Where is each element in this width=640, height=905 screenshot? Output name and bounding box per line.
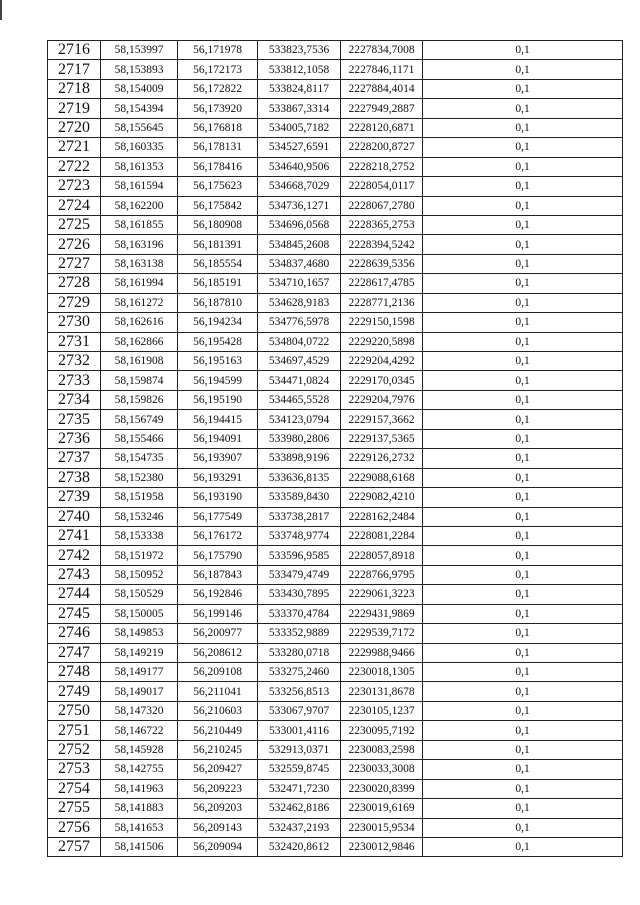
y-coordinate-cell: 2227834,7008	[341, 41, 423, 60]
latitude-cell: 58,147320	[101, 701, 178, 720]
x-coordinate-cell: 533370,4784	[258, 604, 341, 623]
point-number-cell: 2750	[48, 701, 101, 720]
point-number-cell: 2721	[48, 138, 101, 157]
latitude-cell: 58,151958	[101, 488, 178, 507]
precision-cell: 0,1	[423, 235, 623, 254]
table-row	[48, 740, 623, 759]
latitude-cell: 58,145928	[101, 740, 178, 759]
longitude-cell: 56,175842	[178, 196, 258, 215]
point-number-cell: 2753	[48, 760, 101, 779]
longitude-cell: 56,181391	[178, 235, 258, 254]
point-number-cell: 2742	[48, 546, 101, 565]
longitude-cell: 56,194599	[178, 371, 258, 390]
latitude-cell: 58,160335	[101, 138, 178, 157]
latitude-cell: 58,163138	[101, 254, 178, 273]
point-number-cell: 2731	[48, 332, 101, 351]
point-number-cell: 2748	[48, 663, 101, 682]
point-number-cell: 2732	[48, 352, 101, 371]
latitude-cell: 58,151972	[101, 546, 178, 565]
x-coordinate-cell: 533275,2460	[258, 663, 341, 682]
precision-cell: 0,1	[423, 313, 623, 332]
longitude-cell: 56,178131	[178, 138, 258, 157]
precision-cell: 0,1	[423, 215, 623, 234]
longitude-cell: 56,173920	[178, 99, 258, 118]
point-number-cell: 2756	[48, 818, 101, 837]
y-coordinate-cell: 2228067,2780	[341, 196, 423, 215]
table-row	[48, 565, 623, 584]
precision-cell: 0,1	[423, 604, 623, 623]
precision-cell: 0,1	[423, 701, 623, 720]
table-row	[48, 546, 623, 565]
point-number-cell: 2754	[48, 779, 101, 798]
longitude-cell: 56,210603	[178, 701, 258, 720]
y-coordinate-cell: 2229082,4210	[341, 488, 423, 507]
table-row	[48, 138, 623, 157]
longitude-cell: 56,194415	[178, 410, 258, 429]
precision-cell: 0,1	[423, 507, 623, 526]
latitude-cell: 58,162866	[101, 332, 178, 351]
table-row	[48, 177, 623, 196]
table-row	[48, 468, 623, 487]
latitude-cell: 58,159874	[101, 371, 178, 390]
precision-cell: 0,1	[423, 740, 623, 759]
x-coordinate-cell: 533980,2806	[258, 429, 341, 448]
x-coordinate-cell: 534668,7029	[258, 177, 341, 196]
precision-cell: 0,1	[423, 837, 623, 856]
precision-cell: 0,1	[423, 565, 623, 584]
y-coordinate-cell: 2229220,5898	[341, 332, 423, 351]
longitude-cell: 56,177549	[178, 507, 258, 526]
point-number-cell: 2728	[48, 274, 101, 293]
table-row	[48, 488, 623, 507]
x-coordinate-cell: 533589,8430	[258, 488, 341, 507]
latitude-cell: 58,141963	[101, 779, 178, 798]
precision-cell: 0,1	[423, 624, 623, 643]
point-number-cell: 2737	[48, 449, 101, 468]
latitude-cell: 58,161855	[101, 215, 178, 234]
y-coordinate-cell: 2230131,8678	[341, 682, 423, 701]
latitude-cell: 58,162200	[101, 196, 178, 215]
latitude-cell: 58,163196	[101, 235, 178, 254]
y-coordinate-cell: 2229431,9869	[341, 604, 423, 623]
table-row	[48, 663, 623, 682]
precision-cell: 0,1	[423, 818, 623, 837]
point-number-cell: 2738	[48, 468, 101, 487]
x-coordinate-cell: 534123,0794	[258, 410, 341, 429]
latitude-cell: 58,161353	[101, 157, 178, 176]
x-coordinate-cell: 533636,8135	[258, 468, 341, 487]
y-coordinate-cell: 2230012,9846	[341, 837, 423, 856]
precision-cell: 0,1	[423, 371, 623, 390]
latitude-cell: 58,149177	[101, 663, 178, 682]
precision-cell: 0,1	[423, 60, 623, 79]
longitude-cell: 56,194091	[178, 429, 258, 448]
table-row	[48, 624, 623, 643]
point-number-cell: 2752	[48, 740, 101, 759]
latitude-cell: 58,154009	[101, 79, 178, 98]
point-number-cell: 2718	[48, 79, 101, 98]
longitude-cell: 56,208612	[178, 643, 258, 662]
table-row	[48, 196, 623, 215]
latitude-cell: 58,159826	[101, 390, 178, 409]
precision-cell: 0,1	[423, 799, 623, 818]
latitude-cell: 58,153246	[101, 507, 178, 526]
point-number-cell: 2726	[48, 235, 101, 254]
precision-cell: 0,1	[423, 157, 623, 176]
table-row	[48, 352, 623, 371]
latitude-cell: 58,156749	[101, 410, 178, 429]
y-coordinate-cell: 2228766,9795	[341, 565, 423, 584]
y-coordinate-cell: 2229539,7172	[341, 624, 423, 643]
precision-cell: 0,1	[423, 390, 623, 409]
longitude-cell: 56,209427	[178, 760, 258, 779]
x-coordinate-cell: 532462,8186	[258, 799, 341, 818]
table-row	[48, 429, 623, 448]
x-coordinate-cell: 533824,8117	[258, 79, 341, 98]
point-number-cell: 2740	[48, 507, 101, 526]
longitude-cell: 56,176818	[178, 118, 258, 137]
table-row	[48, 701, 623, 720]
table-row	[48, 760, 623, 779]
y-coordinate-cell: 2228162,2484	[341, 507, 423, 526]
x-coordinate-cell: 533898,9196	[258, 449, 341, 468]
point-number-cell: 2755	[48, 799, 101, 818]
x-coordinate-cell: 533430,7895	[258, 585, 341, 604]
x-coordinate-cell: 533748,9774	[258, 526, 341, 545]
x-coordinate-cell: 533067,9707	[258, 701, 341, 720]
latitude-cell: 58,155466	[101, 429, 178, 448]
table-row	[48, 390, 623, 409]
table-row	[48, 818, 623, 837]
table-row	[48, 60, 623, 79]
longitude-cell: 56,211041	[178, 682, 258, 701]
precision-cell: 0,1	[423, 643, 623, 662]
point-number-cell: 2736	[48, 429, 101, 448]
x-coordinate-cell: 534837,4680	[258, 254, 341, 273]
longitude-cell: 56,209223	[178, 779, 258, 798]
latitude-cell: 58,150529	[101, 585, 178, 604]
y-coordinate-cell: 2228639,5356	[341, 254, 423, 273]
longitude-cell: 56,172822	[178, 79, 258, 98]
longitude-cell: 56,194234	[178, 313, 258, 332]
latitude-cell: 58,150952	[101, 565, 178, 584]
longitude-cell: 56,200977	[178, 624, 258, 643]
x-coordinate-cell: 534845,2608	[258, 235, 341, 254]
longitude-cell: 56,171978	[178, 41, 258, 60]
point-number-cell: 2734	[48, 390, 101, 409]
table-row	[48, 526, 623, 545]
point-number-cell: 2720	[48, 118, 101, 137]
table-row	[48, 837, 623, 856]
x-coordinate-cell: 532559,8745	[258, 760, 341, 779]
y-coordinate-cell: 2230033,3008	[341, 760, 423, 779]
x-coordinate-cell: 534005,7182	[258, 118, 341, 137]
x-coordinate-cell: 532913,0371	[258, 740, 341, 759]
precision-cell: 0,1	[423, 332, 623, 351]
point-number-cell: 2733	[48, 371, 101, 390]
table-row	[48, 99, 623, 118]
longitude-cell: 56,180908	[178, 215, 258, 234]
y-coordinate-cell: 2229137,5365	[341, 429, 423, 448]
precision-cell: 0,1	[423, 293, 623, 312]
x-coordinate-cell: 533823,7536	[258, 41, 341, 60]
precision-cell: 0,1	[423, 682, 623, 701]
point-number-cell: 2719	[48, 99, 101, 118]
y-coordinate-cell: 2230105,1237	[341, 701, 423, 720]
longitude-cell: 56,193190	[178, 488, 258, 507]
precision-cell: 0,1	[423, 760, 623, 779]
point-number-cell: 2739	[48, 488, 101, 507]
point-number-cell: 2746	[48, 624, 101, 643]
y-coordinate-cell: 2228200,8727	[341, 138, 423, 157]
point-number-cell: 2743	[48, 565, 101, 584]
precision-cell: 0,1	[423, 585, 623, 604]
y-coordinate-cell: 2228081,2284	[341, 526, 423, 545]
table-row	[48, 779, 623, 798]
latitude-cell: 58,153338	[101, 526, 178, 545]
point-number-cell: 2751	[48, 721, 101, 740]
y-coordinate-cell: 2229204,4292	[341, 352, 423, 371]
longitude-cell: 56,209203	[178, 799, 258, 818]
latitude-cell: 58,149017	[101, 682, 178, 701]
table-row	[48, 507, 623, 526]
point-number-cell: 2735	[48, 410, 101, 429]
y-coordinate-cell: 2229126,2732	[341, 449, 423, 468]
longitude-cell: 56,185191	[178, 274, 258, 293]
point-number-cell: 2717	[48, 60, 101, 79]
y-coordinate-cell: 2228771,2136	[341, 293, 423, 312]
table-row	[48, 371, 623, 390]
table-row	[48, 235, 623, 254]
precision-cell: 0,1	[423, 468, 623, 487]
table-row	[48, 585, 623, 604]
x-coordinate-cell: 533867,3314	[258, 99, 341, 118]
point-number-cell: 2747	[48, 643, 101, 662]
precision-cell: 0,1	[423, 429, 623, 448]
precision-cell: 0,1	[423, 254, 623, 273]
x-coordinate-cell: 533479,4749	[258, 565, 341, 584]
table-row	[48, 799, 623, 818]
longitude-cell: 56,176172	[178, 526, 258, 545]
x-coordinate-cell: 532437,2193	[258, 818, 341, 837]
y-coordinate-cell: 2229204,7976	[341, 390, 423, 409]
x-coordinate-cell: 534710,1657	[258, 274, 341, 293]
y-coordinate-cell: 2230083,2598	[341, 740, 423, 759]
x-coordinate-cell: 534776,5978	[258, 313, 341, 332]
x-coordinate-cell: 533738,2817	[258, 507, 341, 526]
x-coordinate-cell: 532420,8612	[258, 837, 341, 856]
y-coordinate-cell: 2228054,0117	[341, 177, 423, 196]
precision-cell: 0,1	[423, 41, 623, 60]
longitude-cell: 56,175623	[178, 177, 258, 196]
latitude-cell: 58,162616	[101, 313, 178, 332]
table-row	[48, 643, 623, 662]
y-coordinate-cell: 2228057,8918	[341, 546, 423, 565]
x-coordinate-cell: 532471,7230	[258, 779, 341, 798]
point-number-cell: 2730	[48, 313, 101, 332]
point-number-cell: 2745	[48, 604, 101, 623]
point-number-cell: 2722	[48, 157, 101, 176]
x-coordinate-cell: 534471,0824	[258, 371, 341, 390]
longitude-cell: 56,172173	[178, 60, 258, 79]
y-coordinate-cell: 2228394,5242	[341, 235, 423, 254]
precision-cell: 0,1	[423, 177, 623, 196]
margin-mark	[0, 0, 2, 20]
point-number-cell: 2725	[48, 215, 101, 234]
x-coordinate-cell: 533812,1058	[258, 60, 341, 79]
x-coordinate-cell: 534804,0722	[258, 332, 341, 351]
latitude-cell: 58,161994	[101, 274, 178, 293]
x-coordinate-cell: 534628,9183	[258, 293, 341, 312]
latitude-cell: 58,142755	[101, 760, 178, 779]
table-row	[48, 682, 623, 701]
point-number-cell: 2729	[48, 293, 101, 312]
x-coordinate-cell: 533256,8513	[258, 682, 341, 701]
x-coordinate-cell: 533001,4116	[258, 721, 341, 740]
x-coordinate-cell: 533280,0718	[258, 643, 341, 662]
latitude-cell: 58,149853	[101, 624, 178, 643]
y-coordinate-cell: 2227884,4014	[341, 79, 423, 98]
latitude-cell: 58,153893	[101, 60, 178, 79]
longitude-cell: 56,192846	[178, 585, 258, 604]
point-number-cell: 2741	[48, 526, 101, 545]
longitude-cell: 56,178416	[178, 157, 258, 176]
latitude-cell: 58,161272	[101, 293, 178, 312]
table-row	[48, 118, 623, 137]
table-row	[48, 215, 623, 234]
table-row	[48, 604, 623, 623]
latitude-cell: 58,161908	[101, 352, 178, 371]
longitude-cell: 56,187843	[178, 565, 258, 584]
coordinates-table-body	[48, 41, 623, 857]
precision-cell: 0,1	[423, 118, 623, 137]
y-coordinate-cell: 2230095,7192	[341, 721, 423, 740]
x-coordinate-cell: 534465,5528	[258, 390, 341, 409]
point-number-cell: 2744	[48, 585, 101, 604]
point-number-cell: 2749	[48, 682, 101, 701]
precision-cell: 0,1	[423, 721, 623, 740]
latitude-cell: 58,153997	[101, 41, 178, 60]
x-coordinate-cell: 534640,9506	[258, 157, 341, 176]
precision-cell: 0,1	[423, 526, 623, 545]
latitude-cell: 58,141506	[101, 837, 178, 856]
y-coordinate-cell: 2230019,6169	[341, 799, 423, 818]
x-coordinate-cell: 533352,9889	[258, 624, 341, 643]
y-coordinate-cell: 2229150,1598	[341, 313, 423, 332]
x-coordinate-cell: 534696,0568	[258, 215, 341, 234]
x-coordinate-cell: 533596,9585	[258, 546, 341, 565]
precision-cell: 0,1	[423, 779, 623, 798]
precision-cell: 0,1	[423, 663, 623, 682]
longitude-cell: 56,175790	[178, 546, 258, 565]
precision-cell: 0,1	[423, 79, 623, 98]
latitude-cell: 58,141883	[101, 799, 178, 818]
table-row	[48, 410, 623, 429]
point-number-cell: 2723	[48, 177, 101, 196]
table-row	[48, 157, 623, 176]
longitude-cell: 56,210245	[178, 740, 258, 759]
table-row	[48, 449, 623, 468]
y-coordinate-cell: 2229061,3223	[341, 585, 423, 604]
latitude-cell: 58,154735	[101, 449, 178, 468]
y-coordinate-cell: 2227949,2887	[341, 99, 423, 118]
table-row	[48, 254, 623, 273]
longitude-cell: 56,195163	[178, 352, 258, 371]
precision-cell: 0,1	[423, 196, 623, 215]
y-coordinate-cell: 2229157,3662	[341, 410, 423, 429]
table-row	[48, 313, 623, 332]
latitude-cell: 58,155645	[101, 118, 178, 137]
y-coordinate-cell: 2228365,2753	[341, 215, 423, 234]
table-row	[48, 274, 623, 293]
longitude-cell: 56,193291	[178, 468, 258, 487]
latitude-cell: 58,146722	[101, 721, 178, 740]
precision-cell: 0,1	[423, 274, 623, 293]
point-number-cell: 2724	[48, 196, 101, 215]
table-row	[48, 293, 623, 312]
precision-cell: 0,1	[423, 488, 623, 507]
y-coordinate-cell: 2230015,9534	[341, 818, 423, 837]
x-coordinate-cell: 534697,4529	[258, 352, 341, 371]
table-row	[48, 721, 623, 740]
latitude-cell: 58,152380	[101, 468, 178, 487]
y-coordinate-cell: 2228218,2752	[341, 157, 423, 176]
latitude-cell: 58,154394	[101, 99, 178, 118]
x-coordinate-cell: 534736,1271	[258, 196, 341, 215]
longitude-cell: 56,209094	[178, 837, 258, 856]
precision-cell: 0,1	[423, 138, 623, 157]
longitude-cell: 56,187810	[178, 293, 258, 312]
longitude-cell: 56,185554	[178, 254, 258, 273]
longitude-cell: 56,209143	[178, 818, 258, 837]
coordinates-table	[47, 40, 623, 857]
point-number-cell: 2757	[48, 837, 101, 856]
y-coordinate-cell: 2230020,8399	[341, 779, 423, 798]
y-coordinate-cell: 2229088,6168	[341, 468, 423, 487]
longitude-cell: 56,195190	[178, 390, 258, 409]
precision-cell: 0,1	[423, 352, 623, 371]
longitude-cell: 56,210449	[178, 721, 258, 740]
point-number-cell: 2727	[48, 254, 101, 273]
longitude-cell: 56,193907	[178, 449, 258, 468]
point-number-cell: 2716	[48, 41, 101, 60]
longitude-cell: 56,199146	[178, 604, 258, 623]
y-coordinate-cell: 2230018,1305	[341, 663, 423, 682]
y-coordinate-cell: 2228120,6871	[341, 118, 423, 137]
precision-cell: 0,1	[423, 449, 623, 468]
latitude-cell: 58,141653	[101, 818, 178, 837]
latitude-cell: 58,150005	[101, 604, 178, 623]
y-coordinate-cell: 2229988,9466	[341, 643, 423, 662]
y-coordinate-cell: 2228617,4785	[341, 274, 423, 293]
precision-cell: 0,1	[423, 99, 623, 118]
precision-cell: 0,1	[423, 410, 623, 429]
x-coordinate-cell: 534527,6591	[258, 138, 341, 157]
y-coordinate-cell: 2227846,1171	[341, 60, 423, 79]
latitude-cell: 58,161594	[101, 177, 178, 196]
y-coordinate-cell: 2229170,0345	[341, 371, 423, 390]
table-row	[48, 41, 623, 60]
table-row	[48, 79, 623, 98]
longitude-cell: 56,195428	[178, 332, 258, 351]
precision-cell: 0,1	[423, 546, 623, 565]
latitude-cell: 58,149219	[101, 643, 178, 662]
longitude-cell: 56,209108	[178, 663, 258, 682]
table-row	[48, 332, 623, 351]
